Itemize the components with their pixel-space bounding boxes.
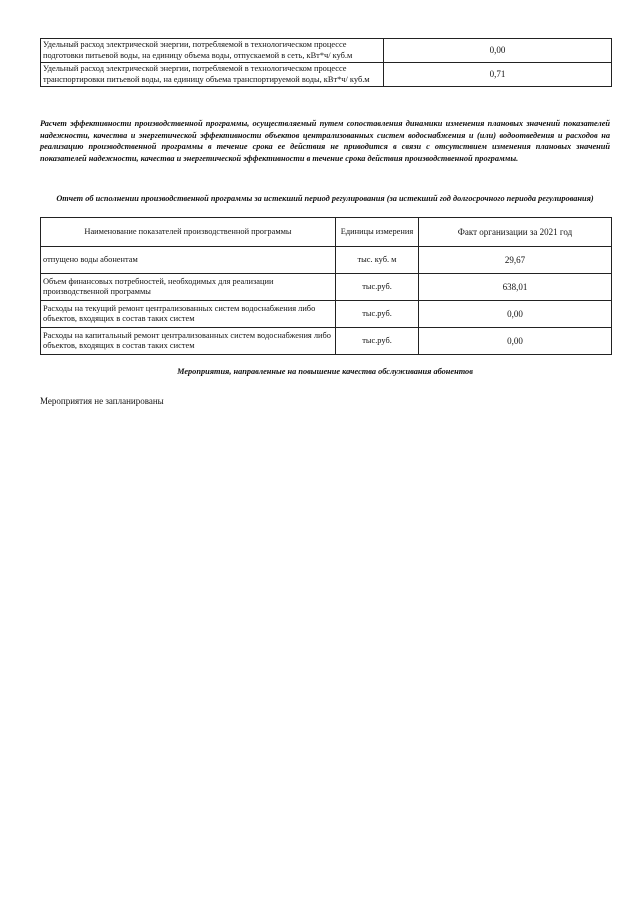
table-row: [41, 247, 612, 274]
energy-row-label: Удельный расход электрической энергии, потребляемой в технологическом процессе подготовки питьевой воды, на единицу объема воды, отпускаемой в сеть, кВт*ч/ куб.м: [41, 39, 384, 63]
row-value: 29,67: [419, 247, 612, 274]
quality-measures-heading: Мероприятия, направленные на повышение качества обслуживания абонентов: [177, 367, 473, 376]
production-report-table: [40, 217, 612, 355]
row-unit: тыс. куб. м: [336, 247, 419, 274]
table-header-row: [41, 218, 612, 247]
efficiency-note: Расчет эффективности производственной программы, осуществляемый путем сопоставления динамики изменения плановых значений показателей надежности, качества и энергетической эффективности объектов централизованных систем водоснабжения и (или) водоотведения и расходов на реализацию производственной программы в течение срока ее действия не приводится в связи с отсутствием изменения плановых значений показателей надежности, качества и энергетической эффективности в течение срока действия производственной программы.: [40, 119, 610, 163]
column-header-name: Наименование показателей производственной программы: [41, 218, 336, 247]
energy-row-label: Удельный расход электрической энергии, потребляемой в технологическом процессе транспортировки питьевой воды, на единицу объема транспортируемой воды, кВт*ч/ куб.м: [41, 63, 384, 87]
row-name: отпущено воды абонентам: [41, 247, 336, 274]
energy-row-value: 0,00: [384, 39, 612, 63]
table-row: [41, 301, 612, 328]
energy-row-value: 0,71: [384, 63, 612, 87]
report-heading: Отчет об исполнении производственной программы за истекший период регулирования (за истекший год долгосрочного периода регулирования): [56, 194, 594, 203]
column-header-unit: Единицы измерения: [336, 218, 419, 247]
table-row: [41, 274, 612, 301]
no-measures-text: Мероприятия не запланированы: [40, 396, 164, 406]
row-name: Расходы на капитальный ремонт централизованных систем водоснабжения либо объектов, входящих в состав таких систем: [41, 328, 336, 355]
row-unit: тыс.руб.: [336, 274, 419, 301]
row-unit: тыс.руб.: [336, 328, 419, 355]
row-name: Объем финансовых потребностей, необходимых для реализации производственной программы: [41, 274, 336, 301]
energy-consumption-table: [40, 38, 612, 87]
row-value: 638,01: [419, 274, 612, 301]
row-unit: тыс.руб.: [336, 301, 419, 328]
row-value: 0,00: [419, 301, 612, 328]
column-header-fact: Факт организации за 2021 год: [419, 218, 612, 247]
table-row: [41, 63, 612, 87]
table-row: [41, 328, 612, 355]
row-value: 0,00: [419, 328, 612, 355]
row-name: Расходы на текущий ремонт централизованных систем водоснабжения либо объектов, входящих в состав таких систем: [41, 301, 336, 328]
table-row: [41, 39, 612, 63]
